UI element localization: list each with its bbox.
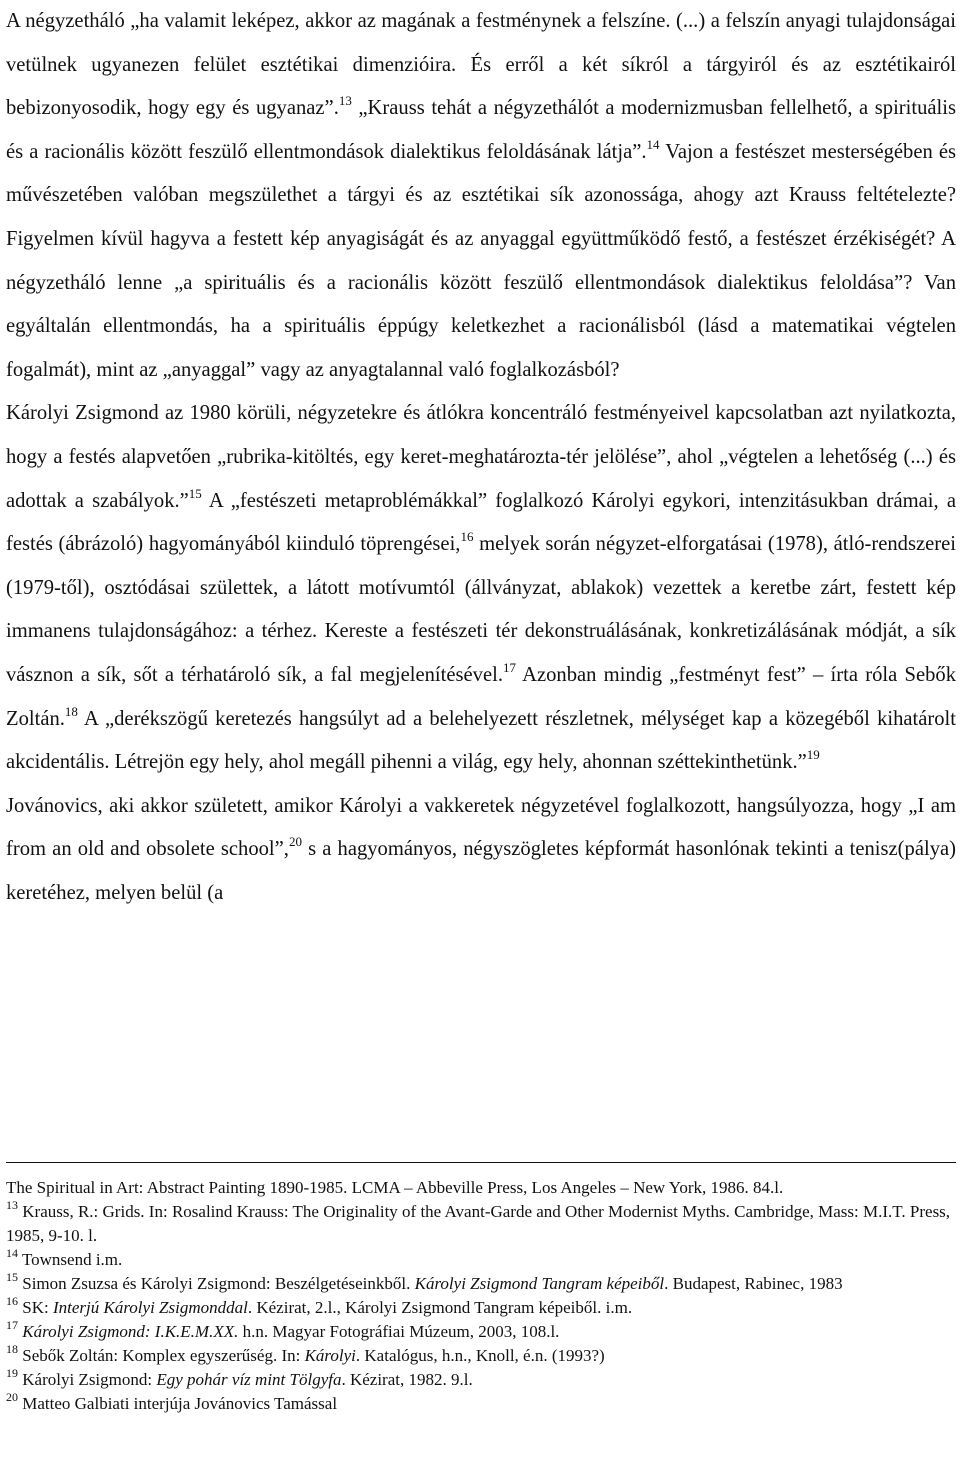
main-text [6, 0, 956, 915]
footnote-ref-17[interactable]: 17 [502, 659, 516, 675]
footnote-text: Sebők Zoltán: Komplex egyszerűség. In: [18, 1346, 305, 1365]
paragraph-1-text-c: Vajon a festészet mesterségében és művészetében valóban megszülethet a tárgyi és az esztétikai sík azonossága, ahogy azt Krauss feltételezte? Figyelmen kívül hagyva a festett kép anyagiságát és az anyaggal együttműködő festő, a festészet érzékiségét? A négyzetháló lenne „a spirituális és a racionális között feszülő ellentmondások dialektikus feloldása”? Van egyáltalán ellentmondás, ha a spirituális éppúgy keletkezhet a racionálisból (lásd a matematikai végtelen fogalmát), mint az „anyaggal” vagy az anyagtalannal való foglalkozásból? [6, 140, 957, 381]
footnote-17 [6, 1320, 956, 1344]
footnote-text: . Kézirat, 2.l., Károlyi Zsigmond Tangram képeiből. i.m. [247, 1298, 633, 1317]
paragraph-2-text-e: A „derékszögű keretezés hangsúlyt ad a belehelyezett részletnek, mélységet kap a közegéből kihatárolt akcidentális. Létrejön egy hely, ahol megáll pihenni a világ, egy hely, ahonnan széttekinthetünk.” [6, 707, 956, 774]
footnote-ref-20[interactable]: 20 [288, 834, 302, 850]
footnote-italic-title: Károlyi Zsigmond: I.K.E.M.XX. [18, 1322, 239, 1341]
footnote-text: . Kézirat, 1982. 9.l. [341, 1370, 473, 1389]
footnote-text: Simon Zsuzsa és Károlyi Zsigmond: Beszélgetéseinkből. [18, 1274, 415, 1293]
footnote-number: 19 [6, 1366, 18, 1381]
footnote-italic-title: Egy pohár víz mint Tölgyfa [156, 1370, 342, 1389]
footnote-19 [6, 1368, 956, 1392]
footnote-ref-15[interactable]: 15 [188, 485, 202, 501]
paragraph-2 [6, 392, 956, 784]
footnote-text: Matteo Galbiati interjúja Jovánovics Tamással [18, 1394, 338, 1413]
footnote-text: SK: [18, 1298, 53, 1317]
footnote-text: h.n. Magyar Fotográfiai Múzeum, 2003, 108.l. [238, 1322, 560, 1341]
footnote-ref-18[interactable]: 18 [64, 703, 78, 719]
paragraph-3 [6, 785, 956, 916]
footnote-number: 13 [6, 1198, 18, 1213]
footnote-continued: The Spiritual in Art: Abstract Painting 1890-1985. LCMA – Abbeville Press, Los Angeles – New York, 1986. 84.l. [6, 1178, 784, 1197]
footnote-15 [6, 1272, 956, 1296]
footnote-italic-title: Károlyi [304, 1346, 356, 1365]
footnote-18 [6, 1344, 956, 1368]
footnote-italic-title: Interjú Károlyi Zsigmonddal [52, 1298, 248, 1317]
footnote-number: 15 [6, 1270, 18, 1285]
footnote-text: . Katalógus, h.n., Knoll, é.n. (1993?) [355, 1346, 605, 1365]
paragraph-2-text-b: A „festészeti metaproblémákkal” foglalkozó Károlyi egykori, intenzitásukban drámai, a festés (ábrázoló) hagyományából kiinduló töprengései, [6, 489, 956, 556]
footnote-number: 14 [6, 1246, 18, 1261]
paragraph-2-text-c: melyek során négyzet-elforgatásai (1978), átló-rendszerei (1979-től), osztódásai születtek, a látott motívumtól (állványzat, ablakok) vezettek a keretbe zárt, festett kép immanens tulajdonságához: a térhez. Kereste a festészeti tér dekonstruálásának, konkretizálásának módját, a sík vásznon a sík, sőt a térhatároló sík, a fal megjelenítésével. [6, 533, 956, 686]
footnote-number: 18 [6, 1342, 18, 1357]
paragraph-2-text-a: Károlyi Zsigmond az 1980 körüli, négyzetekre és átlókra koncentráló festményeivel kapcsolatban azt nyilatkozta, hogy a festés alapvetően „rubrika-kitöltés, egy keret-meghatározta-tér jelölése”, ahol „végtelen a lehetőség (...) és adottak a szabályok.” [6, 402, 956, 512]
footnote-13 [6, 1200, 956, 1248]
footnote-ref-16[interactable]: 16 [460, 529, 474, 545]
footnotes [6, 1176, 956, 1416]
footnote-ref-19[interactable]: 19 [806, 747, 820, 762]
paragraph-2-text-d: Azonban mindig „festményt fest” – írta róla Sebők Zoltán. [6, 663, 956, 730]
footnote-number: 20 [6, 1390, 18, 1405]
paragraph-1-text-a: A négyzetháló „ha valamit leképez, akkor az magának a festménynek a felszíne. (...) a felszín anyagi tulajdonságai vetülnek ugyanezen felület esztétikai dimenzióira. És erről a két síkról a tárgyiról és az esztétikairól bebizonyosodik, hogy egy és ugyanaz”. [6, 10, 956, 120]
paragraph-3-text-a: Jovánovics, aki akkor született, amikor Károlyi a vakkeretek négyzetével foglalkozott, hangsúlyozza, hogy „I am from an old and obsolete school”, [6, 794, 956, 861]
footnote-italic-title: Károlyi Zsigmond Tangram képeiből [414, 1274, 665, 1293]
footnote-separator [6, 1162, 956, 1163]
paragraph-1-text-b: „Krauss tehát a négyzethálót a modernizmusban fellelhető, a spirituális és a racionális között feszülő ellentmondások dialektikus feloldásának látja”. [6, 97, 956, 163]
footnote-number: 16 [6, 1294, 18, 1309]
footnote-text: Townsend i.m. [18, 1250, 123, 1269]
footnote-ref-14[interactable]: 14 [646, 136, 660, 152]
paragraph-3-text-b: s a hagyományos, négyszögletes képformát hasonlónak tekinti a tenisz(pálya) keretéhez, melyen belül (a [6, 838, 956, 904]
footnote-text: . Budapest, Rabinec, 1983 [664, 1274, 843, 1293]
footnote-20 [6, 1392, 956, 1416]
footnote-number: 17 [6, 1318, 18, 1333]
footnote-text: Károlyi Zsigmond: [18, 1370, 157, 1389]
paragraph-1 [6, 0, 956, 392]
footnote-text: Krauss, R.: Grids. In: Rosalind Krauss: The Originality of the Avant-Garde and Other Modernist Myths. Cambridge, Mass: M.I.T. Press, 1985, 9-10. l. [6, 1202, 951, 1245]
footnote-16 [6, 1296, 956, 1320]
footnote-14 [6, 1248, 956, 1272]
footnote-ref-13[interactable]: 13 [338, 93, 352, 109]
